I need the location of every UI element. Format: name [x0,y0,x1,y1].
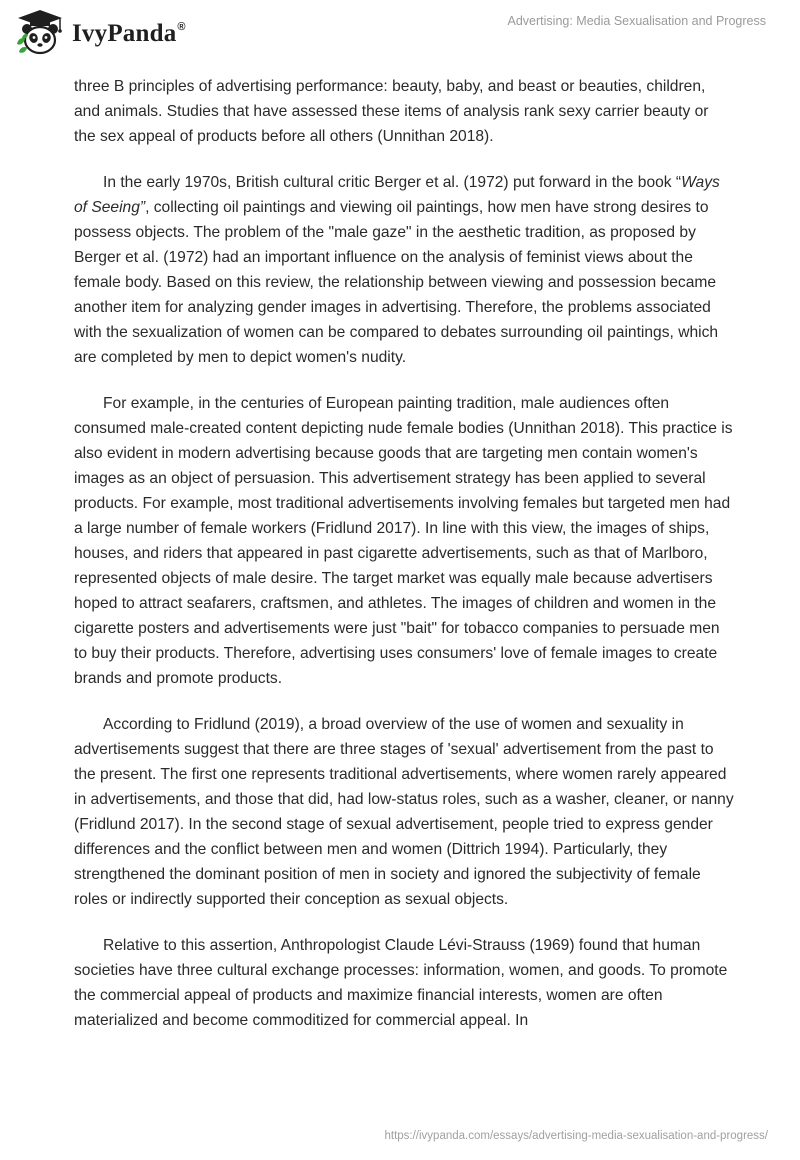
paragraph-4: According to Fridlund (2019), a broad overview of the use of women and sexuality in advertisements suggest that there are three stages of 'sexual' advertisement from the past to the present. The first one represents traditional advertisements, where women rarely appeared in advertisements, and those that did, had low-status roles, such as a washer, cleaner, or nanny (Fridlund 2017). In the second stage of sexual advertisement, people tried to express gender differences and the conflict between men and women (Dittrich 1994). Particularly, they strengthened the dominant position of men in society and ignored the subjectivity of female roles or indirectly supported their conception as sexual objects. [74,716,734,908]
essay-body [74,74,734,1054]
paragraph-1: three B principles of advertising performance: beauty, baby, and beast or beauties, children, and animals. Studies that have assessed these items of analysis rank sexy carrier beauty or the sex appeal of products before all others (Unnithan 2018). [74,78,709,145]
document-title: Advertising: Media Sexualisation and Progress [507,14,766,28]
paragraph-2-intro: In the early 1970s, British cultural critic Berger et al. (1972) put forward in the book “ [103,174,682,191]
paragraph-2-rest: , collecting oil paintings and viewing oil paintings, how men have strong desires to possess objects. The problem of the "male gaze" in the aesthetic tradition, as proposed by Berger et al. (1972) had an important influence on the analysis of feminist views about the female body. Based on this review, the relationship between viewing and possession became another item for analyzing gender images in advertising. Therefore, the problems associated with the sexualization of women can be compared to debates surrounding oil paintings, which are completed by men to depict women's nudity. [74,199,719,366]
paragraph-2 [74,170,734,370]
page-header [0,0,800,70]
source-url-link[interactable]: https://ivypanda.com/essays/advertising-media-sexualisation-and-progress/ [384,1130,768,1142]
panda-logo-icon [14,8,66,56]
brand-name: IvyPanda® [72,20,186,47]
registered-mark: ® [177,21,186,33]
book-title: Ways of Seeing” [74,174,720,216]
paragraph-3: For example, in the centuries of European painting tradition, male audiences often consumed male-created content depicting nude female bodies (Unnithan 2018). This practice is also evident in modern advertising because goods that are targeting men contain women's images as an object of persuasion. This advertisement strategy has been applied to several products. For example, most traditional advertisements involving females but targeted men had a large number of female workers (Fridlund 2017). In line with this view, the images of ships, houses, and riders that appeared in past cigarette advertisements, such as that of Marlboro, represented objects of male desire. The target market was equally male because advertisers hoped to attract seafarers, craftsmen, and athletes. The images of children and women in the cigarette posters and advertisements were just "bait" for tobacco companies to persuade men to buy their products. Therefore, advertising uses consumers' love of female images to create brands and promote products. [74,395,733,687]
paragraph-5: Relative to this assertion, Anthropologist Claude Lévi-Strauss (1969) found that human societies have three cultural exchange processes: information, women, and goods. To promote the commercial appeal of products and maximize financial interests, women are often materialized and become commoditized for commercial appeal. In [74,937,728,1029]
brand-logo[interactable] [14,8,185,56]
